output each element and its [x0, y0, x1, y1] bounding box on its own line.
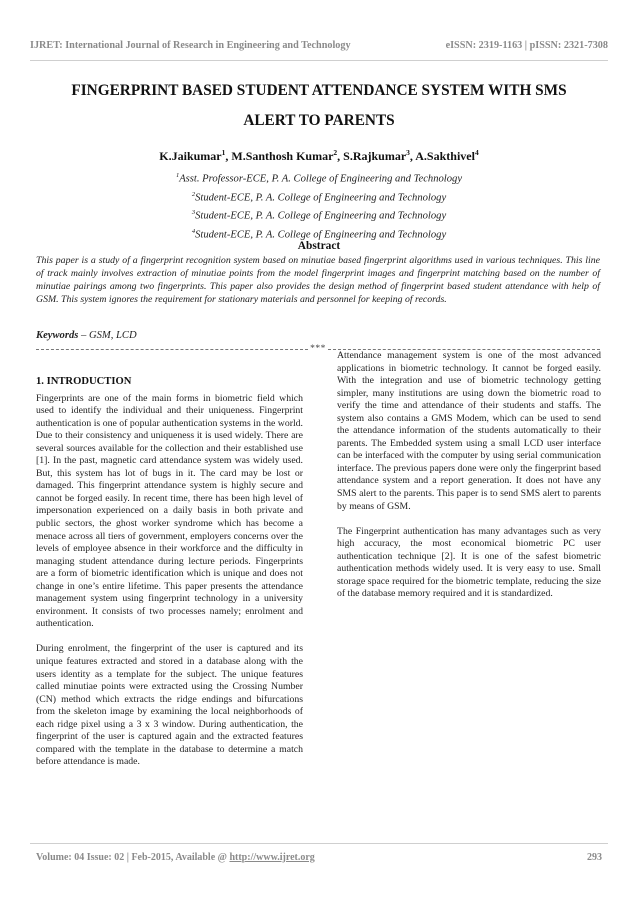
- issn-info: eISSN: 2319-1163 | pISSN: 2321-7308: [445, 40, 608, 51]
- left-column: [36, 376, 303, 769]
- affiliation: $^1$Asst. Professor-ECE, P. A. College of Engineering and Technology: [175, 172, 463, 185]
- affiliation: $^3$Student-ECE, P. A. College of Engineering and Technology: [191, 209, 447, 222]
- paragraph: Fingerprints are one of the main forms in biometric field which used to identify the individual and their uniqueness. Fingerprint authentication is one of popular authentication systems in the world. Due to their consistency and uniqueness it is used widely. There are several sources available for the collection and their established use [1]. In the past, magnetic card attendance system was widely used. But, this system has lot of bugs in it. The card may be lost or damaged. This fingerprint attendance system is highly secure and cannot be forged easily. In recent time, there has been high level of impersonation experienced on a daily basis in both private and public sectors, the ghost worker syndrome which has become a menace across all tiers of government, employers concerns over the levels of employee absence in their workforce and the difficulty in managing student attendance during lecture periods. Fingerprints are a form of biometric identification which is unique and does not change in one’s entire lifetime. This paper presents the attendance management system using fingerprint technology in a university environment. It consists of two processes namely; enrolment and authentication.: [36, 392, 303, 630]
- running-header: [30, 40, 608, 51]
- author: K.Jaikumar$^1$,: [159, 148, 232, 163]
- abstract-text: This paper is a study of a fingerprint recognition system based on minutiae based fingerprint algorithms used in various techniques. This line of track mainly involves extraction of minutiae points from the model fingerprint images and fingerprint matching based on the number of minutiae pairings among two fingerprints. This paper also provides the design method of fingerprint based student attendance with help of GSM. This system ignores the requirement for stationary materials and personnel for keeping of records.: [36, 255, 600, 305]
- keywords-text: GSM, LCD: [88, 330, 137, 341]
- section-heading: 1. INTRODUCTION: [36, 376, 132, 387]
- running-footer: [36, 852, 602, 863]
- right-column: [337, 350, 601, 601]
- author: M.Santhosh Kumar$^2$,: [231, 148, 344, 163]
- keywords-label: Keywords: [36, 330, 79, 341]
- author: S.Rajkumar$^3$,: [343, 148, 416, 163]
- affiliation-list: [30, 168, 608, 242]
- title-line-1: FINGERPRINT BASED STUDENT ATTENDANCE SYSTEM WITH SMS: [71, 82, 567, 99]
- footer-rule: [30, 843, 608, 844]
- separator-stars: ***: [310, 344, 326, 354]
- author: A.Sakthivel$^4$: [415, 148, 479, 163]
- affiliation: $^4$Student-ECE, P. A. College of Engineering and Technology: [191, 227, 447, 241]
- title-line-2: ALERT TO PARENTS: [243, 112, 395, 129]
- journal-name: IJRET: International Journal of Research in Engineering and Technology: [30, 40, 351, 51]
- page-number: 293: [587, 852, 602, 863]
- paper-title: [30, 76, 608, 136]
- affiliation: $^2$Student-ECE, P. A. College of Engineering and Technology: [191, 190, 447, 204]
- journal-url-link[interactable]: http://www.ijret.org: [229, 852, 315, 863]
- abstract-heading: Abstract: [297, 240, 341, 252]
- volume-info: Volume: 04 Issue: 02 | Feb-2015, Available @ http://www.ijret.org: [36, 852, 315, 863]
- keywords: Keywords – GSM, LCD: [36, 330, 137, 341]
- paragraph: Attendance management system is one of the most advanced applications in biometric technology. It cannot be forged easily. With the integration and use of biometric technology getting simpler, many institutions are using down the biometric road to verify the time and attendance of their students and staffs. The system also contains a GMS Modem, which can be used to send the attendance information of the students automatically to their parents. The Embedded system using a small LCD user interface can be interfaced with the computer by using serial communication interface. The previous papers done were only the fingerprint based attendance system and a report generation. It does not have any SMS alert to the parents. This paper is to send SMS alert to parents by means of GSM.: [337, 350, 601, 512]
- header-rule: [30, 60, 608, 61]
- author-list: [30, 148, 608, 164]
- paragraph: During enrolment, the fingerprint of the user is captured and its unique features extracted and stored in a database along with the users identity as a template for the subject. The unique features called minutiae points were extracted using the Crossing Number (CN) method which extracts the ridge endings and bifurcations from the skeleton image by examining the local neighborhoods of each ridge pixel using a 3 x 3 window. During authentication, the fingerprint of the user is captured again and the extracted features compared with the template in the database to determine a match before attendance is made.: [36, 643, 303, 768]
- paragraph: The Fingerprint authentication has many advantages such as very high accuracy, the most economical biometric PC user authentication technique [2]. It is one of the safest biometric authentication methods widely used. It is very easy to use. Small storage space required for the biometric template, reducing the size of the database memory required and it is standardized.: [337, 525, 601, 600]
